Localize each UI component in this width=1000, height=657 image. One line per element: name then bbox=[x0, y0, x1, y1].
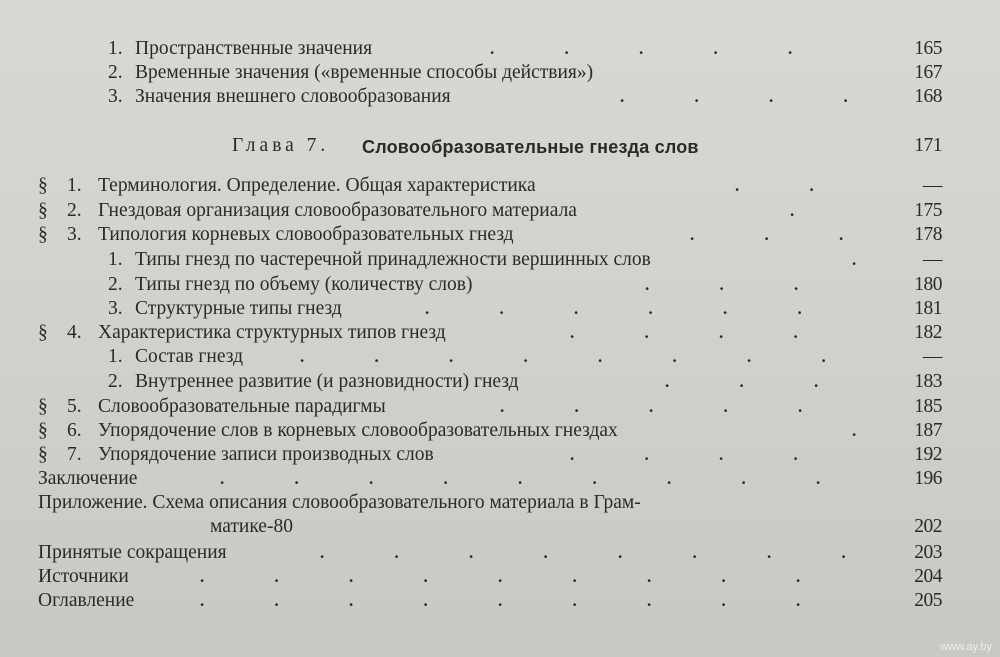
section-sign: § bbox=[38, 444, 48, 465]
section-sign: § bbox=[38, 322, 48, 343]
page-number: 196 bbox=[914, 468, 942, 489]
chapter-heading bbox=[0, 133, 1000, 159]
toc-entry bbox=[0, 173, 1000, 199]
entry-title: Источники bbox=[38, 566, 129, 587]
toc-entry bbox=[0, 296, 1000, 322]
entry-title: Типология корневых словообразовательных гнезд bbox=[98, 224, 514, 245]
entry-title: Терминология. Определение. Общая характеристика bbox=[98, 175, 536, 196]
entry-number: 2. bbox=[108, 274, 123, 295]
leader-dots: . . . . bbox=[570, 323, 831, 342]
entry-title: Структурные типы гнезд bbox=[135, 298, 342, 319]
toc-entry bbox=[0, 418, 1000, 444]
entry-number: 3. bbox=[108, 86, 123, 107]
page-number: 192 bbox=[914, 444, 942, 465]
leader-dots: . bbox=[852, 250, 890, 269]
leader-dots: . . . bbox=[645, 275, 832, 294]
entry-title: Внутреннее развитие (и разновидности) гнезд bbox=[135, 371, 519, 392]
page-number: 175 bbox=[914, 200, 942, 221]
entry-number: 5. bbox=[67, 396, 82, 417]
leader-dots: . bbox=[790, 201, 828, 220]
leader-dots: . . . . . . . . bbox=[320, 543, 879, 562]
section-sign: § bbox=[38, 224, 48, 245]
entry-title: Значения внешнего словообразования bbox=[135, 86, 451, 107]
leader-dots: . . . . . . . . . bbox=[220, 469, 854, 488]
entry-number: 1. bbox=[108, 38, 123, 59]
entry-title: Словообразовательные парадигмы bbox=[98, 396, 386, 417]
toc-entry bbox=[0, 540, 1000, 566]
leader-dots: . . . . . . . . . bbox=[200, 591, 834, 610]
toc-entry bbox=[0, 36, 1000, 62]
entry-title: Состав гнезд bbox=[135, 346, 243, 367]
toc-entry bbox=[0, 344, 1000, 370]
leader-dots: . . . . . bbox=[490, 39, 826, 58]
toc-entry bbox=[0, 588, 1000, 614]
entry-number: 2. bbox=[108, 371, 123, 392]
toc-entry bbox=[0, 272, 1000, 298]
leader-dots: . . . . bbox=[570, 445, 831, 464]
page-number: 183 bbox=[914, 371, 942, 392]
entry-number: 2. bbox=[67, 200, 82, 221]
page-number: 205 bbox=[914, 590, 942, 611]
page-number: — bbox=[923, 175, 942, 196]
page-number: — bbox=[923, 346, 942, 367]
entry-title: Заключение bbox=[38, 468, 138, 489]
section-sign: § bbox=[38, 396, 48, 417]
entry-number: 2. bbox=[108, 62, 123, 83]
page-number: 182 bbox=[914, 322, 942, 343]
toc-entry bbox=[0, 84, 1000, 110]
entry-title: Характеристика структурных типов гнезд bbox=[98, 322, 446, 343]
toc-entry bbox=[0, 466, 1000, 492]
leader-dots: . . bbox=[735, 176, 847, 195]
entry-title: Упорядочение записи производных слов bbox=[98, 444, 434, 465]
page-number: 165 bbox=[914, 38, 942, 59]
page-number: 185 bbox=[914, 396, 942, 417]
section-sign: § bbox=[38, 175, 48, 196]
entry-number: 7. bbox=[67, 444, 82, 465]
entry-title: Упорядочение слов в корневых словообразовательных гнездах bbox=[98, 420, 618, 441]
toc-entry bbox=[0, 564, 1000, 590]
entry-number: 1. bbox=[108, 249, 123, 270]
page-number: 167 bbox=[914, 62, 942, 83]
entry-number: 1. bbox=[67, 175, 82, 196]
page-number: 178 bbox=[914, 224, 942, 245]
entry-title: Гнездовая организация словообразовательного материала bbox=[98, 200, 577, 221]
entry-title: Типы гнезд по частеречной принадлежности вершинных слов bbox=[135, 249, 651, 270]
leader-dots: . . . . . . bbox=[425, 299, 835, 318]
leader-dots: . . . bbox=[665, 372, 852, 391]
page-number: 171 bbox=[914, 135, 942, 156]
toc-entry bbox=[0, 514, 1000, 540]
entry-number: 4. bbox=[67, 322, 82, 343]
leader-dots: . . . bbox=[690, 225, 877, 244]
entry-title: матике-80 bbox=[210, 516, 293, 537]
toc-entry bbox=[0, 490, 1000, 516]
entry-title: Приложение. Схема описания словообразовательного материала в Грам- bbox=[38, 492, 641, 513]
entry-number: 3. bbox=[108, 298, 123, 319]
page-number: 187 bbox=[914, 420, 942, 441]
toc-entry bbox=[0, 198, 1000, 224]
entry-title: Временные значения («временные способы действия») bbox=[135, 62, 594, 83]
toc-entry bbox=[0, 60, 1000, 86]
toc-entry bbox=[0, 394, 1000, 420]
leader-dots: . bbox=[852, 421, 890, 440]
toc-entry bbox=[0, 320, 1000, 346]
page-number: 202 bbox=[914, 516, 942, 537]
page-number: 180 bbox=[914, 274, 942, 295]
toc-entry bbox=[0, 222, 1000, 248]
toc-entry bbox=[0, 369, 1000, 395]
entry-title: Типы гнезд по объему (количеству слов) bbox=[135, 274, 473, 295]
section-sign: § bbox=[38, 420, 48, 441]
page-number: — bbox=[923, 249, 942, 270]
entry-title: Оглавление bbox=[38, 590, 135, 611]
entry-number: 3. bbox=[67, 224, 82, 245]
chapter-title: Словообразовательные гнезда слов bbox=[362, 137, 699, 157]
page-number: 181 bbox=[914, 298, 942, 319]
watermark: www.ay.by bbox=[940, 641, 992, 653]
page-number: 168 bbox=[914, 86, 942, 107]
entry-number: 6. bbox=[67, 420, 82, 441]
toc-entry bbox=[0, 442, 1000, 468]
entry-title: Пространственные значения bbox=[135, 38, 373, 59]
leader-dots: . . . . bbox=[620, 87, 881, 106]
chapter-label: Глава 7. bbox=[232, 135, 330, 156]
section-sign: § bbox=[38, 200, 48, 221]
entry-title: Принятые сокращения bbox=[38, 542, 227, 563]
entry-number: 1. bbox=[108, 346, 123, 367]
page-number: 204 bbox=[914, 566, 942, 587]
leader-dots: . . . . . bbox=[500, 397, 836, 416]
toc-entry bbox=[0, 247, 1000, 273]
page-number: 203 bbox=[914, 542, 942, 563]
leader-dots: . . . . . . . . bbox=[300, 347, 859, 366]
leader-dots: . . . . . . . . . bbox=[200, 567, 834, 586]
